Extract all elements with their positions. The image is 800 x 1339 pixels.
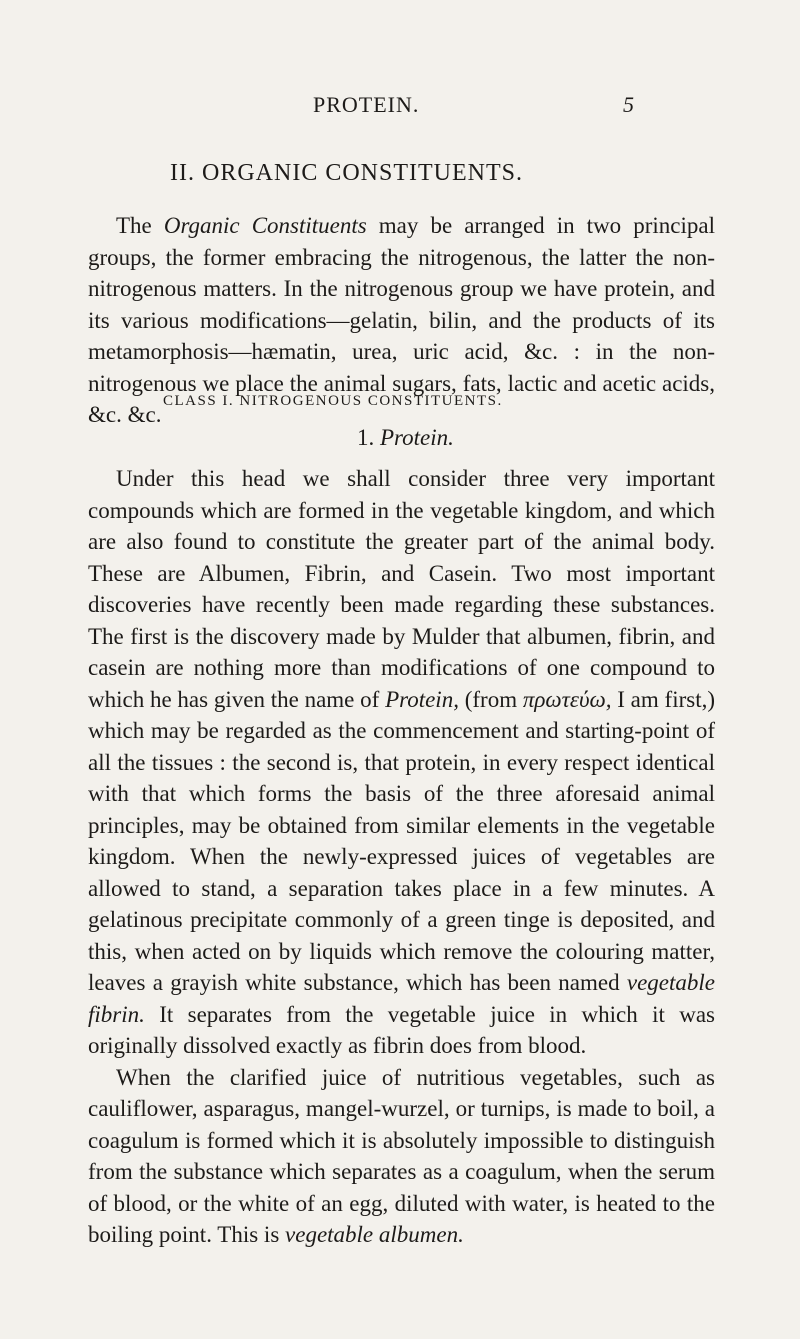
protein-paragraph-1: Under this head we shall consider three very important compounds which are formed in the vegetable kingdom, and which are also found to constitute the greater part of the animal body. These are Albumen, Fibrin, and Casein. Two most important discoveries have recently been made regarding these substances. The first is the discovery made by Mulder that albumen, fibrin, and casein are nothing more than modifications of one compound to which he has given the name of Protein, (from πρωτεύω, I am first,) which may be regarded as the commencement and starting-point of all the tissues : the second is, that protein, in every respect identical with that which forms the basis of the three aforesaid animal principles, may be obtained from similar elements in the vegetable kingdom. When the newly-expressed juices of vegetables are allowed to stand, a separation takes place in a few minutes. A gelatinous precipitate commonly of a green tinge is deposited, and this, when acted on by liquids which remove the colouring matter, leaves a grayish white substance, which has been named vegetable fibrin. It separates from the vegetable juice in which it was originally dissolved exactly as fibrin does from blood.	[88, 466, 715, 1058]
protein-paragraph-2: When the clarified juice of nutritious vegetables, such as cauliflower, asparagus, mangel-wurzel, or turnips, is made to boil, a coagulum is formed which it is absolutely impossible to distinguish from the substance which separates as a coagulum, when the serum of blood, or the white of an egg, diluted with water, is heated to the boiling point. This is vegetable albumen.	[88, 1064, 715, 1247]
subsection-number: 1.	[357, 425, 375, 450]
term-vegetable-albumen: vegetable albumen.	[285, 1222, 464, 1247]
greek-word: πρωτεύω,	[522, 686, 612, 712]
term-vegetable-fibrin: vegetable fibrin.	[88, 970, 715, 1027]
class-heading: CLASS I. NITROGENOUS CONSTITUENTS.	[163, 393, 503, 409]
running-head-title: PROTEIN.	[313, 92, 420, 117]
protein-text-block	[88, 463, 715, 1251]
subsection-title: Protein.	[380, 425, 454, 450]
term-organic-constituents: Organic Constituents	[163, 213, 367, 238]
intro-paragraph: The Organic Constituents may be arranged in two principal groups, the former embracing the nitrogenous, the latter the non-nitrogenous matters. In the nitrogenous group we have protein, and its various modifications—gelatin, bilin, and the products of its metamorphosis—hæmatin, urea, uric acid, &c. : in the non-nitrogenous we place the animal sugars, fats, lactic and acetic acids, &c. &c.	[88, 213, 715, 427]
term-protein: Protein,	[385, 686, 459, 712]
section-heading: II. ORGANIC CONSTITUENTS.	[170, 160, 523, 186]
page-number: 5	[623, 92, 635, 117]
subsection-heading	[357, 425, 454, 451]
